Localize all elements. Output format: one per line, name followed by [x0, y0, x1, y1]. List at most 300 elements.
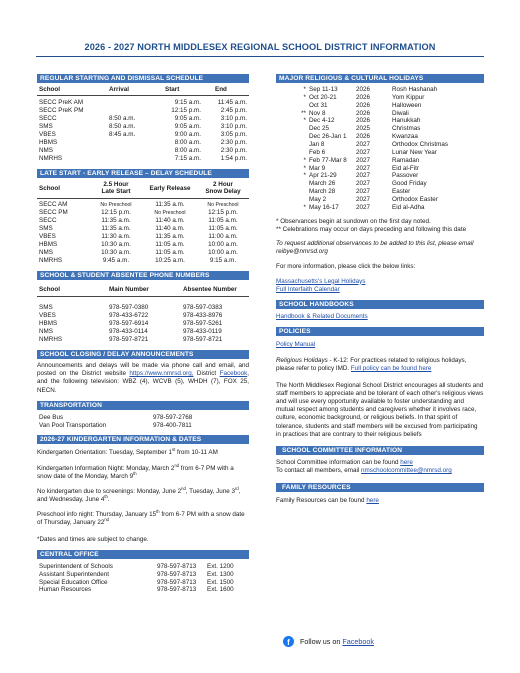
table-cell: SMS	[39, 123, 53, 131]
column-header	[89, 180, 143, 198]
table-cell: HBMS	[39, 139, 58, 147]
handbooks-section	[276, 300, 484, 321]
table-cell: 2027	[356, 148, 371, 156]
ordinal-suffix: nd	[104, 517, 109, 523]
family-info	[276, 497, 484, 505]
table-row	[276, 172, 484, 180]
title-divider	[36, 56, 484, 57]
table-row	[37, 147, 249, 155]
table-cell: May 16-17	[309, 203, 339, 211]
table-cell: 978-433-0114	[109, 328, 148, 336]
table-cell	[103, 147, 157, 155]
text-part: , and Wednesday, June 4	[37, 487, 241, 504]
table-cell: Rosh Hashanah	[392, 86, 438, 93]
closing-text-part: District	[196, 370, 217, 378]
holidays-note-2: ** Celebrations may occur on days preceding and following this date	[276, 225, 467, 233]
closing-section	[37, 350, 249, 395]
ordinal-suffix: th	[104, 494, 108, 499]
table-row	[276, 110, 484, 118]
late-start-table	[37, 180, 249, 265]
table-cell: 2027	[356, 172, 371, 180]
table-cell: 8:00 a.m.	[174, 139, 201, 147]
table-cell: SECC	[39, 217, 57, 225]
holidays-request: To request additional observances to be added to this list, please email reibye@nmrsd.org	[276, 240, 474, 256]
table-cell: 9:05 a.m.	[174, 123, 201, 131]
table-cell	[276, 180, 308, 188]
table-cell: 11:40 a.m.	[155, 217, 185, 225]
table-cell: NMS	[39, 147, 53, 155]
table-row	[37, 139, 249, 147]
table-cell: May 2	[309, 196, 327, 204]
table-cell: 978-597-8713	[157, 562, 197, 570]
table-cell	[276, 188, 308, 196]
ordinal-suffix: nd	[174, 462, 180, 468]
table-cell	[276, 141, 308, 149]
table-cell: 9:45 a.m.	[102, 257, 130, 265]
table-cell: SECC PreK AM	[39, 99, 84, 107]
header-line: 2 Hour	[213, 181, 233, 189]
text-part: Kindergarten Orientation: Tuesday, September 1	[37, 449, 172, 457]
table-cell: 12:15 p.m.	[101, 209, 131, 217]
kinder-info-night	[37, 462, 249, 481]
table-cell: Nov 8	[309, 109, 326, 117]
committee-here-link[interactable]: here	[400, 458, 413, 466]
table-cell: Sep 11-13	[309, 86, 338, 93]
table-cell: 10:30 a.m.	[101, 249, 131, 257]
table-cell: 2027	[356, 188, 371, 196]
table-cell: 8:50 a.m.	[109, 123, 136, 131]
table-cell: Special Education Office	[39, 578, 108, 586]
table-cell: 978-597-8721	[183, 336, 223, 344]
district-website-link[interactable]: https://www.nmrsd.org,	[129, 370, 194, 378]
phone-numbers-table	[37, 285, 249, 344]
table-cell: Oct 31	[309, 101, 328, 109]
ordinal-suffix: th	[133, 470, 137, 476]
table-cell: NMRHS	[39, 155, 63, 163]
table-cell: 3:10 p.m.	[220, 115, 247, 123]
phone-numbers-section	[37, 271, 249, 344]
closing-text-part: Announcements and delays will be made via phone call and email, and posted on the District website	[37, 362, 249, 378]
table-row	[37, 571, 249, 579]
table-cell: 978-597-0383	[183, 304, 223, 312]
table-cell	[276, 196, 308, 204]
table-cell: NMS	[39, 328, 53, 336]
table-cell: 1:54 p.m.	[220, 155, 247, 163]
phone-numbers-heading: SCHOOL & STUDENT ABSENTEE PHONE NUMBERS	[37, 271, 249, 280]
text-part: Preschool info night: Thursday, January 15	[37, 511, 157, 519]
policies-section	[276, 327, 484, 439]
committee-text: To contact all members, email	[276, 467, 360, 475]
table-row	[37, 328, 249, 336]
column-header: Arrival	[109, 85, 129, 93]
right-column	[276, 74, 484, 511]
table-row	[276, 180, 484, 188]
table-cell: 9:15 a.m.	[174, 99, 201, 107]
table-cell: Orthodox Easter	[392, 196, 438, 204]
table-cell: SMS	[39, 304, 53, 312]
text-part: from 6-7 PM with a snow date of Thursday, January 22	[37, 511, 245, 527]
table-cell: Assistant Superintendent	[39, 570, 110, 578]
table-row	[37, 249, 249, 257]
column-header: School	[39, 184, 60, 192]
table-cell: 11:00 a.m.	[208, 233, 238, 241]
table-header-row	[37, 85, 249, 95]
table-row	[37, 563, 249, 571]
table-cell: VBES	[39, 312, 56, 320]
table-cell: Dee Bus	[39, 413, 64, 421]
facebook-text	[300, 637, 374, 646]
table-cell: 2:30 p.m.	[220, 139, 247, 147]
table-cell: 10:30 a.m.	[101, 241, 131, 249]
table-cell: 12:15 p.m.	[208, 209, 238, 217]
table-cell: SECC PreK PM	[39, 107, 84, 115]
text-part: from 6-7 PM with a snow date of the Monday, March 9	[37, 464, 234, 480]
handbooks-heading: SCHOOL HANDBOOKS	[276, 300, 484, 309]
table-cell: 11:35 a.m.	[155, 233, 185, 241]
table-cell	[276, 102, 308, 110]
table-cell: 7:15 a.m.	[174, 155, 201, 163]
table-cell: Ext. 1200	[207, 562, 234, 570]
family-here-link[interactable]: here	[366, 497, 379, 505]
family-heading: FAMILY RESOURCES	[276, 483, 484, 492]
table-cell: 2027	[356, 180, 371, 188]
table-cell: SMS	[39, 225, 53, 233]
table-cell: 10:00 a.m.	[208, 241, 238, 249]
table-cell: *	[303, 164, 306, 172]
table-row	[276, 149, 484, 157]
table-cell: SECC PM	[39, 209, 68, 217]
table-row	[37, 225, 249, 233]
table-cell: 2026	[356, 93, 371, 101]
table-cell: 978-597-2768	[153, 413, 193, 421]
table-cell: 978-597-0380	[109, 304, 149, 312]
table-row	[37, 579, 249, 587]
table-row	[37, 320, 249, 328]
table-row	[276, 188, 484, 196]
table-cell: 11:05 a.m.	[155, 249, 185, 257]
table-row	[37, 586, 249, 594]
table-row	[37, 414, 249, 422]
column-header: School	[39, 286, 60, 294]
header-line: Snow Delay	[205, 187, 241, 195]
table-cell: VBES	[39, 131, 56, 139]
regular-schedule-table	[37, 85, 249, 163]
table-cell: 2025	[356, 125, 371, 133]
closing-text	[37, 362, 249, 395]
table-cell: Yom Kippur	[392, 93, 425, 101]
table-row	[37, 155, 249, 163]
table-cell: 11:45 a.m.	[217, 99, 247, 107]
policy-manual-link[interactable]: Policy Manual	[276, 341, 316, 349]
table-cell: 11:30 a.m.	[101, 233, 131, 241]
table-cell: 978-597-8713	[157, 570, 197, 578]
table-cell: 978-597-6914	[109, 320, 149, 328]
table-cell: Ramadan	[392, 156, 420, 164]
table-cell: NMRHS	[39, 336, 63, 344]
table-cell: 9:00 a.m.	[174, 131, 201, 139]
table-row	[276, 141, 484, 149]
table-cell: 11:35 a.m.	[101, 225, 131, 233]
table-cell: HBMS	[39, 241, 58, 249]
table-cell: 2027	[356, 156, 371, 164]
table-cell: Jan 8	[309, 141, 325, 149]
table-cell: Apr 21-29	[309, 172, 337, 180]
header-line: Late Start	[101, 187, 131, 195]
table-cell: Superintendent of Schools	[39, 562, 113, 570]
column-header: Absentee Number	[183, 286, 237, 294]
committee-email-link[interactable]: nmschoolcommittee@nmrsd.org	[361, 467, 452, 475]
table-cell: Ext. 1300	[207, 570, 234, 578]
table-header-row	[37, 180, 249, 198]
table-cell: 2027	[356, 203, 371, 211]
table-row	[37, 257, 249, 265]
holidays-note-1: * Observances begin at sundown on the first day noted.	[276, 217, 431, 225]
table-cell: Feb 77-Mar 8	[309, 156, 347, 164]
policies-heading: POLICIES	[276, 327, 484, 336]
text-part: Kindergarten Information Night: Monday, March 2	[37, 464, 175, 472]
full-policy-link[interactable]: Full policy can be found here	[350, 365, 432, 373]
table-cell: 8:50 a.m.	[109, 115, 136, 123]
table-cell: **	[301, 109, 306, 117]
table-row	[37, 123, 249, 131]
text-part: from 10-11 AM	[175, 449, 218, 457]
column-header: School	[39, 85, 60, 93]
regular-schedule-section	[37, 74, 249, 163]
table-cell: 978-433-8976	[183, 312, 223, 320]
table-cell: 8:00 a.m.	[174, 147, 201, 155]
family-section	[276, 483, 484, 505]
ordinal-suffix: st	[172, 447, 176, 453]
table-cell: 2027	[356, 164, 371, 172]
table-cell: Oct 20-21	[309, 93, 337, 101]
table-cell: Good Friday	[392, 180, 427, 188]
holidays-more-info: For more information, please click the below links:	[276, 263, 416, 271]
holidays-links	[276, 278, 484, 294]
table-row	[276, 196, 484, 204]
table-cell: Ext. 1500	[207, 578, 234, 586]
transportation-heading: TRANSPORTATION	[37, 401, 249, 410]
facebook-icon[interactable]: f	[283, 636, 294, 647]
committee-info	[276, 459, 484, 475]
table-cell: 3:10 p.m.	[220, 123, 247, 131]
table-cell	[103, 107, 157, 115]
kindergarten-heading: 2026-27 KINDERGARTEN INFORMATION & DATES	[37, 435, 249, 444]
table-cell: *	[303, 86, 306, 93]
table-cell: *	[303, 172, 306, 180]
table-cell: Easter	[392, 188, 411, 196]
table-cell: SECC AM	[39, 201, 68, 209]
table-cell: 9:15 a.m.	[209, 257, 237, 265]
district-facebook-link[interactable]: Facebook	[219, 370, 248, 378]
table-cell: Van Pool Transportation	[39, 421, 107, 429]
table-cell: Christmas	[392, 125, 421, 133]
closing-text-part: , and the following television: WBZ (4), WCVB (5), WHDH (7), FOX 25, NECN.	[37, 370, 249, 394]
table-cell: 2026	[356, 117, 371, 125]
central-office-heading: CENTRAL OFFICE	[37, 550, 249, 559]
table-cell: Dec 25	[309, 125, 329, 133]
table-row	[37, 131, 249, 139]
holidays-section	[276, 74, 484, 294]
table-cell: March 28	[309, 188, 336, 196]
left-column	[37, 74, 249, 600]
page-title: 2026 - 2027 NORTH MIDDLESEX REGIONAL SCHOOL DISTRICT INFORMATION	[84, 42, 436, 52]
table-row	[276, 133, 484, 141]
table-cell: *	[303, 117, 306, 125]
text-part: .	[107, 496, 110, 504]
kinder-note: *Dates and times are subject to change.	[37, 535, 149, 543]
table-cell: No Preschool	[207, 201, 239, 208]
table-row	[37, 312, 249, 320]
table-cell	[276, 133, 308, 141]
column-header: Main Number	[109, 286, 149, 294]
table-row	[37, 201, 249, 209]
legal-holidays-link[interactable]: Massachusetts's Legal Holidays	[276, 277, 366, 285]
table-cell: 3:05 p.m.	[220, 131, 247, 139]
table-cell: 11:05 a.m.	[155, 241, 185, 249]
late-start-heading: LATE START - EARLY RELEASE – DELAY SCHEDULE	[37, 169, 249, 178]
table-row	[37, 217, 249, 225]
ordinal-suffix: th	[156, 509, 160, 515]
transportation-table	[37, 414, 249, 430]
facebook-link[interactable]: Facebook	[342, 636, 374, 646]
table-cell: 2027	[356, 141, 371, 149]
column-header: Start	[165, 85, 180, 93]
table-cell: NMRHS	[39, 257, 63, 265]
table-cell: Ext. 1600	[207, 586, 234, 594]
transportation-section	[37, 401, 249, 430]
table-cell: Dec 26-Jan 1	[309, 133, 347, 141]
table-cell: 11:40 a.m.	[155, 225, 185, 233]
table-row	[37, 233, 249, 241]
table-cell: 978-433-0119	[183, 328, 222, 336]
regular-schedule-heading: REGULAR STARTING AND DISMISSAL SCHEDULE	[37, 74, 249, 83]
table-cell	[103, 99, 157, 107]
table-cell: No Preschool	[100, 201, 132, 208]
ordinal-suffix: nd	[181, 485, 186, 491]
table-cell: Hanukkah	[392, 117, 421, 125]
table-cell: Eid al-Adha	[392, 203, 425, 211]
table-cell: *	[303, 93, 306, 101]
committee-section	[276, 446, 484, 475]
policies-body: The North Middlesex Regional School District encourages all students and staff members to appreciate and be tolerant of each other's religious views and will use every opportunity available to foster understanding and mutual respect among students and caregivers whether it involves race, culture, economic background, or religious beliefs. In that spirit of tolerance, students and staff members will be excused from participating in practices that are contrary to their religious beliefs	[276, 381, 484, 438]
ordinal-suffix: rd	[235, 485, 239, 491]
header-line: 2.5 Hour	[103, 181, 129, 189]
interfaith-calendar-link[interactable]: Full Interfaith Calendar	[276, 285, 340, 293]
table-cell: Halloween	[392, 101, 422, 109]
handbook-link[interactable]: Handbook & Related Documents	[276, 312, 368, 320]
column-header: Early Release	[149, 184, 191, 192]
table-cell: 11:35 a.m.	[155, 201, 185, 209]
column-header	[197, 180, 249, 198]
table-cell: 11:05 a.m.	[208, 217, 238, 225]
table-cell: VBES	[39, 233, 56, 241]
table-row	[37, 99, 249, 107]
table-cell: *	[303, 203, 306, 211]
table-cell: 10:00 a.m.	[208, 249, 238, 257]
policies-links	[276, 341, 484, 349]
family-text: Family Resources can be found	[276, 497, 365, 505]
table-cell: HBMS	[39, 320, 58, 328]
table-cell: 2:30 p.m.	[220, 147, 247, 155]
table-cell: Orthodox Christmas	[392, 141, 448, 149]
column-header: End	[215, 85, 227, 93]
facebook-follow	[283, 634, 443, 648]
table-cell: Eid al-Fitr	[392, 164, 419, 172]
table-row	[276, 94, 484, 102]
table-cell: 2:45 p.m.	[220, 107, 247, 115]
table-row	[276, 125, 484, 133]
table-cell	[103, 155, 157, 163]
table-row	[37, 241, 249, 249]
kinder-orientation	[37, 449, 249, 457]
text-part: No kindergarten due to screenings: Monday, June 2	[37, 487, 182, 495]
table-cell: 978-433-6722	[109, 312, 149, 320]
table-cell: 2027	[356, 196, 371, 204]
table-cell: 8:45 a.m.	[109, 131, 136, 139]
table-row	[37, 209, 249, 217]
table-row	[37, 107, 249, 115]
table-cell: 978-597-8721	[109, 336, 149, 344]
table-cell	[103, 139, 157, 147]
table-row	[276, 86, 484, 94]
table-cell: March 26	[309, 180, 336, 188]
table-cell	[276, 125, 308, 133]
preschool-info-night	[37, 511, 249, 527]
table-row	[37, 304, 249, 312]
table-cell: Kwanzaa	[392, 133, 418, 141]
table-header-row	[37, 285, 249, 296]
table-cell: 12:15 p.m.	[171, 107, 201, 115]
table-cell: 11:35 a.m.	[101, 217, 131, 225]
table-cell: NMS	[39, 249, 53, 257]
table-cell: 11:05 a.m.	[208, 225, 238, 233]
table-cell: 978-597-8713	[157, 578, 197, 586]
table-cell: Mar 9	[309, 164, 326, 172]
late-start-section	[37, 169, 249, 265]
closing-heading: SCHOOL CLOSING / DELAY ANNOUNCEMENTS	[37, 350, 249, 359]
table-cell: 978-597-8713	[157, 586, 197, 594]
holidays-table	[276, 86, 484, 212]
committee-text: School Committee information can be found	[276, 458, 399, 466]
table-row	[37, 336, 249, 344]
table-row	[276, 102, 484, 110]
table-cell: 2026	[356, 86, 371, 93]
table-row	[276, 204, 484, 212]
table-cell: Human Resources	[39, 586, 92, 594]
religious-holidays-policy	[276, 357, 484, 373]
policy-label: Religious Holidays	[276, 357, 328, 365]
table-row	[37, 115, 249, 123]
table-cell: Diwali	[392, 109, 409, 117]
policy-text: - K-12: For practices related to religious holidays, please refer to policy IMD.	[276, 357, 467, 373]
table-cell: Passover	[392, 172, 419, 180]
table-row	[37, 422, 249, 430]
holidays-heading: MAJOR RELIGIOUS & CULTURAL HOLIDAYS	[276, 74, 484, 83]
table-row	[276, 165, 484, 173]
table-row	[276, 157, 484, 165]
table-cell: 2026	[356, 133, 371, 141]
table-cell	[276, 149, 308, 157]
table-cell: Dec 4-12	[309, 117, 335, 125]
table-cell: 978-400-7811	[153, 421, 192, 429]
table-cell: 9:05 a.m.	[174, 115, 201, 123]
table-cell: Lunar New Year	[392, 148, 437, 156]
handbooks-links	[276, 313, 484, 321]
table-cell: SECC	[39, 115, 57, 123]
table-cell: 978-597-5261	[183, 320, 223, 328]
committee-heading: SCHOOL COMMITTEE INFORMATION	[276, 446, 484, 455]
table-cell: *	[303, 156, 306, 164]
